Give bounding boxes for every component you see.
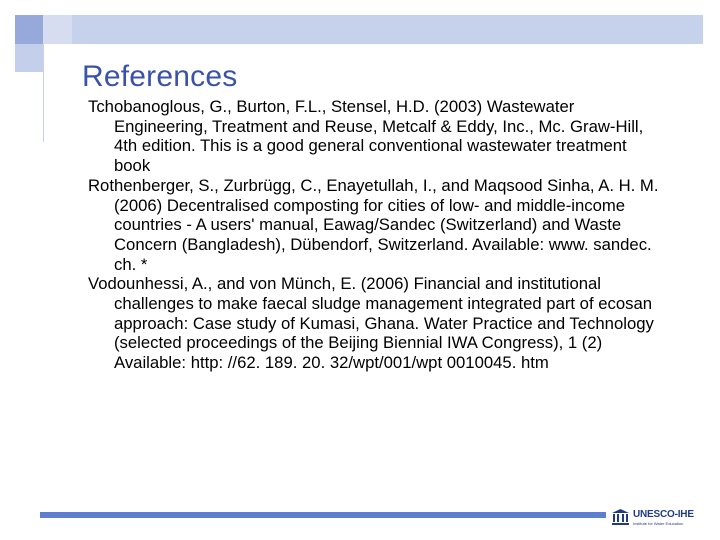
reference-list [88, 97, 663, 373]
reference-item-3: Vodounhessi, A., and von Münch, E. (2006) Financial and institutional challenges to make faecal sludge management integrated part of ecosan approach: Case study of Kumasi, Ghana. Water Practice and Technology (selected proceedings of the Beijing Biennial IWA Congress), 1 (2) Available: http: //62. 189. 20. 32/wpt/001/wpt 0010045. htm [88, 274, 654, 373]
unesco-ihe-logo [611, 508, 711, 530]
decor-vertical-line [43, 44, 44, 142]
reference-item-1: Tchobanoglous, G., Burton, F.L., Stensel, H.D. (2003) Wastewater Engineering, Treatment and Reuse, Metcalf & Eddy, Inc., Mc. Graw-Hill, 4th edition. This is a good general conventional wastewater treatment book [88, 97, 644, 176]
header-band [72, 15, 703, 44]
decor-square-light [43, 15, 72, 44]
logo-subtitle: Institute for Water Education [633, 521, 684, 526]
decor-square-mid [15, 44, 43, 72]
unesco-temple-icon [611, 508, 630, 526]
reference-item-2: Rothenberger, S., Zurbrügg, C., Enayetullah, I., and Maqsood Sinha, A. H. M. (2006) Decentralised composting for cities of low- and middle-income countries - A users' manual, Eawag/Sandec (Switzerland) and Waste Concern (Bangladesh), Dübendorf, Switzerland. Available: www. sandec. ch. * [88, 175, 659, 274]
slide-title: References [82, 60, 238, 93]
footer-bar [40, 512, 606, 518]
logo-text: UNESCO-IHE [633, 509, 694, 520]
